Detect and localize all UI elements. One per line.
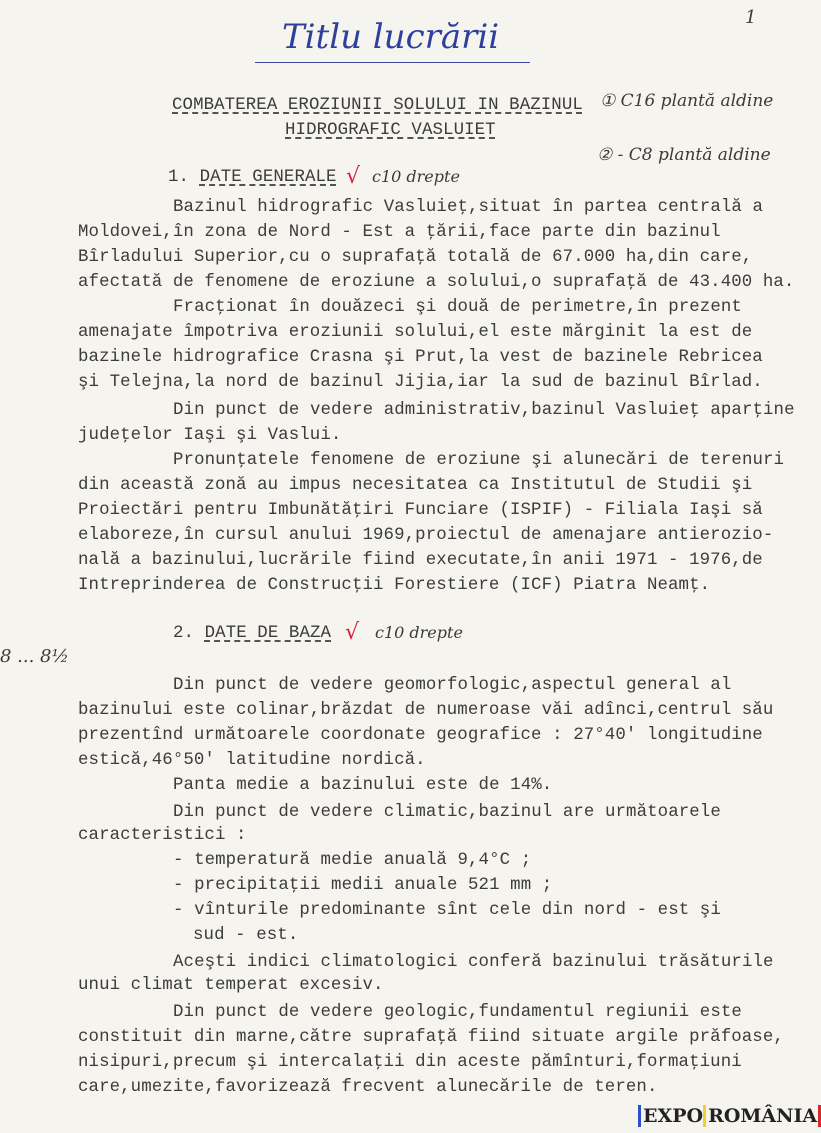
text-line: Moldovei,în zona de Nord - Est a ţării,face parte din bazinul [78,223,721,242]
margin-note: 8 ... 8½ [0,646,69,667]
title-underline [255,62,530,63]
text-line: judeţelor Iaşi şi Vaslui. [78,426,342,445]
text-line: afectată de fenomene de eroziune a solului,o suprafaţă de 43.400 ha. [78,273,795,292]
note-1: ① C16 plantă aldine [600,91,774,111]
text-line: caracteristici : [78,826,247,845]
note-2: ② - C8 plantă aldine [597,145,771,165]
text-line: constituit din marne,către suprafaţă fiind situate argile prăfoase, [78,1028,784,1047]
section-1-title: DATE GENERALE [199,168,337,187]
section-2-heading [173,624,331,644]
text-line: bazinului este colinar,brăzdat de numeroase văi adînci,centrul său [78,701,774,720]
heading-line-1: COMBATEREA EROZIUNII SOLULUI IN BAZINUL [172,96,583,115]
text-line: care,umezite,favorizează frecvent alunecările de teren. [78,1078,658,1097]
text-line: amenajate împotriva eroziunii solului,el este mărginit la est de [78,323,753,342]
text-line: din această zonă au impus necesitatea ca Institutul de Studii şi [78,476,753,495]
text-line: Din punct de vedere geomorfologic,aspectul general al [173,676,732,695]
text-line: Intreprinderea de Construcţii Forestiere (ICF) Piatra Neamţ. [78,576,711,595]
text-line: Aceşti indici climatologici conferă bazinului trăsăturile [173,953,774,972]
text-line: Pronunţatele fenomene de eroziune şi alunecări de terenuri [173,451,785,470]
note-c10-1: c10 drepte [372,167,460,186]
section-1-heading [168,168,337,188]
text-line: şi Telejna,la nord de bazinul Jijia,iar la sud de bazinul Bîrlad. [78,373,763,392]
text-line: Fracţionat în douăzeci şi două de perimetre,în prezent [173,298,742,317]
text-line: - temperatură medie anuală 9,4°C ; [173,851,532,870]
handwritten-title: Titlu lucrării [282,17,500,57]
text-line: bazinele hidrografice Crasna şi Prut,la vest de bazinele Rebricea [78,348,763,367]
check-mark: √ [346,164,361,189]
section-2-number: 2. [173,624,195,643]
text-line: Din punct de vedere climatic,bazinul are următoarele [173,803,721,822]
text-line: Panta medie a bazinului este de 14%. [173,776,553,795]
text-line: Bazinul hidrografic Vasluieţ,situat în partea centrală a [173,198,764,217]
text-line: prezentînd următoarele coordonate geografice : 27°40' longitudine [78,726,763,745]
text-line: estică,46°50' latitudine nordică. [78,751,426,770]
page-number: 1 [745,7,757,28]
watermark-logo: EXPO ROMÂNIA [638,1105,821,1127]
text-line: Din punct de vedere administrativ,bazinul Vasluieţ aparţine [173,401,795,420]
heading-line-2: HIDROGRAFIC VASLUIET [285,121,496,140]
text-line: elaboreze,în cursul anului 1969,proiectul de amenajare antierozio- [78,526,774,545]
section-2-title: DATE DE BAZA [204,624,332,643]
section-1-number: 1. [168,168,190,187]
note-c10-2: c10 drepte [375,623,463,642]
text-line: sud - est. [193,926,299,945]
text-line: - precipitaţii medii anuale 521 mm ; [173,876,553,895]
text-line: unui climat temperat excesiv. [78,976,384,995]
text-line: nisipuri,precum şi intercalaţii din aceste pămînturi,formaţiuni [78,1053,742,1072]
text-line: Proiectări pentru Imbunătăţiri Funciare (ISPIF) - Filiala Iaşi să [78,501,763,520]
text-line: - vînturile predominante sînt cele din nord - est şi [173,901,721,920]
text-line: Bîrladului Superior,cu o suprafaţă totală de 67.000 ha,din care, [78,248,753,267]
text-line: Din punct de vedere geologic,fundamentul regiunii este [173,1003,742,1022]
check-mark-2: √ [345,620,360,645]
text-line: nală a bazinului,lucrările fiind executate,în anii 1971 - 1976,de [78,551,763,570]
